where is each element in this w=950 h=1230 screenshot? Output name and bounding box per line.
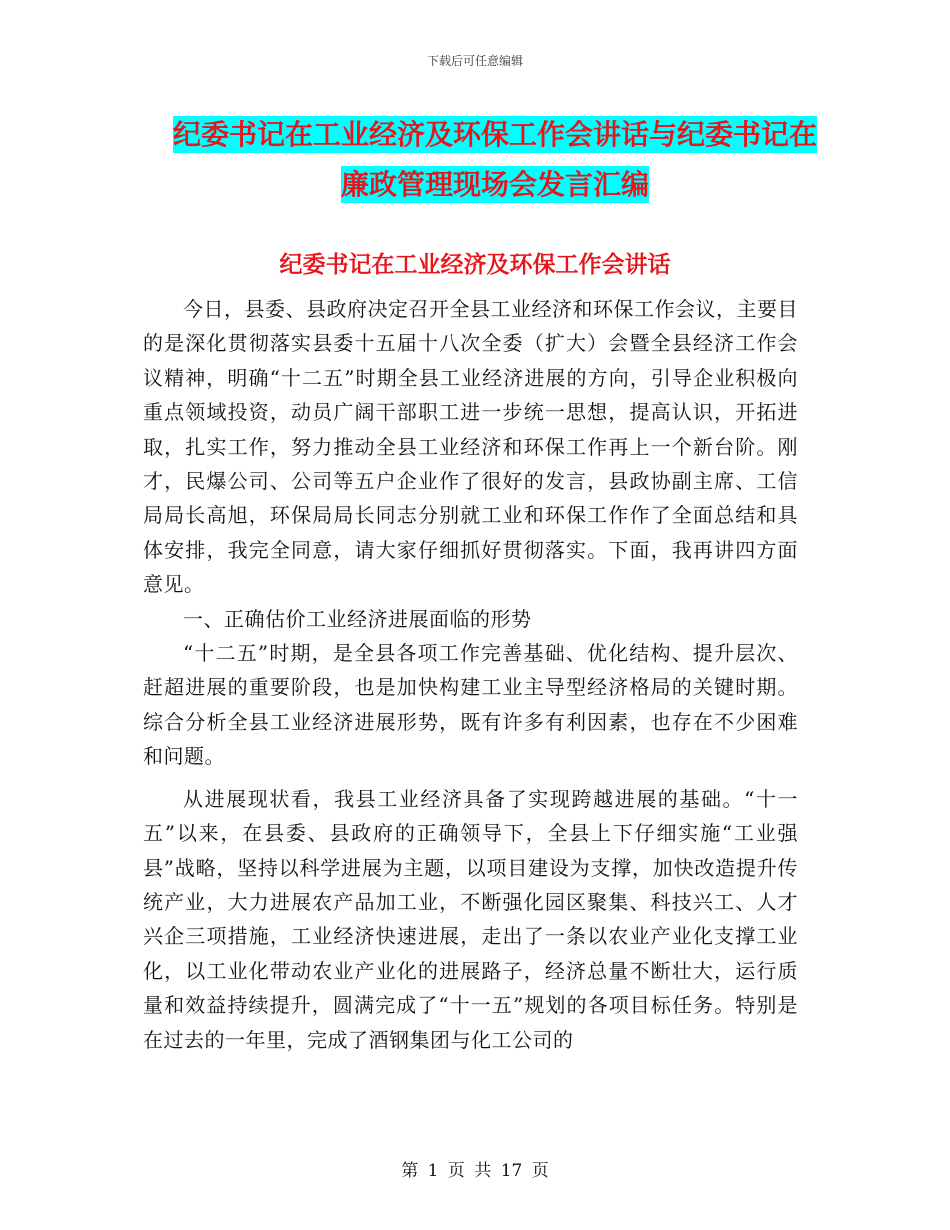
paragraph-3: “十二五”时期，是全县各项工作完善基础、优化结构、提升层次、赶超进展的重要阶段，也是加快构建工业主导型经济格局的关键时期。综合分析全县工业经济进展形势，既有许多有利因素，也存在不少困难和问题。: [143, 641, 798, 769]
paragraph-1: 今日，县委、县政府决定召开全县工业经济和环保工作会议，主要目的是深化贯彻落实县委十五届十八次全委（扩大）会暨全县经济工作会议精神，明确“十二五”时期全县工业经济进展的方向，引导企业积极向重点领域投资，动员广阔干部职工进一步统一思想，提高认识，开拓进取，扎实工作，努力推动全县工业经济和环保工作再上一个新台阶。刚才，民爆公司、公司等五户企业作了很好的发言，县政协副主席、工信局局长高旭，环保局局长同志分别就工业和环保工作作了全面总结和具体安排，我完全同意，请大家仔细抓好贯彻落实。下面，我再讲四方面意见。: [143, 297, 798, 597]
page-footer: 第 1 页 共 17 页: [401, 1161, 549, 1181]
body-text: [143, 292, 798, 1057]
header-note: 下载后可任意编辑: [426, 54, 523, 68]
main-title-line-1: 纪委书记在工业经济及环保工作会讲话与纪委书记在: [172, 118, 817, 151]
paragraph-2-heading: 一、正确估价工业经济进展面临的形势: [183, 606, 532, 631]
section-title: 纪委书记在工业经济及环保工作会讲话: [279, 252, 671, 278]
paragraph-4: 从进展现状看，我县工业经济具备了实现跨越进展的基础。“十一五”以来，在县委、县政府的正确领导下，全县上下仔细实施“工业强县”战略，坚持以科学进展为主题，以项目建设为支撑，加快改造提升传统产业，大力进展农产品加工业，不断强化园区聚集、科技兴工、人才兴企三项措施，工业经济快速进展，走出了一条以农业产业化支撑工业化，以工业化带动农业产业化的进展路子，经济总量不断壮大，运行质量和效益持续提升，圆满完成了“十一五”规划的各项目标任务。特别是在过去的一年里，完成了酒钢集团与化工公司的: [143, 786, 798, 1052]
main-title: [145, 110, 845, 210]
main-title-line-2: 廉政管理现场会发言汇编: [340, 168, 649, 201]
